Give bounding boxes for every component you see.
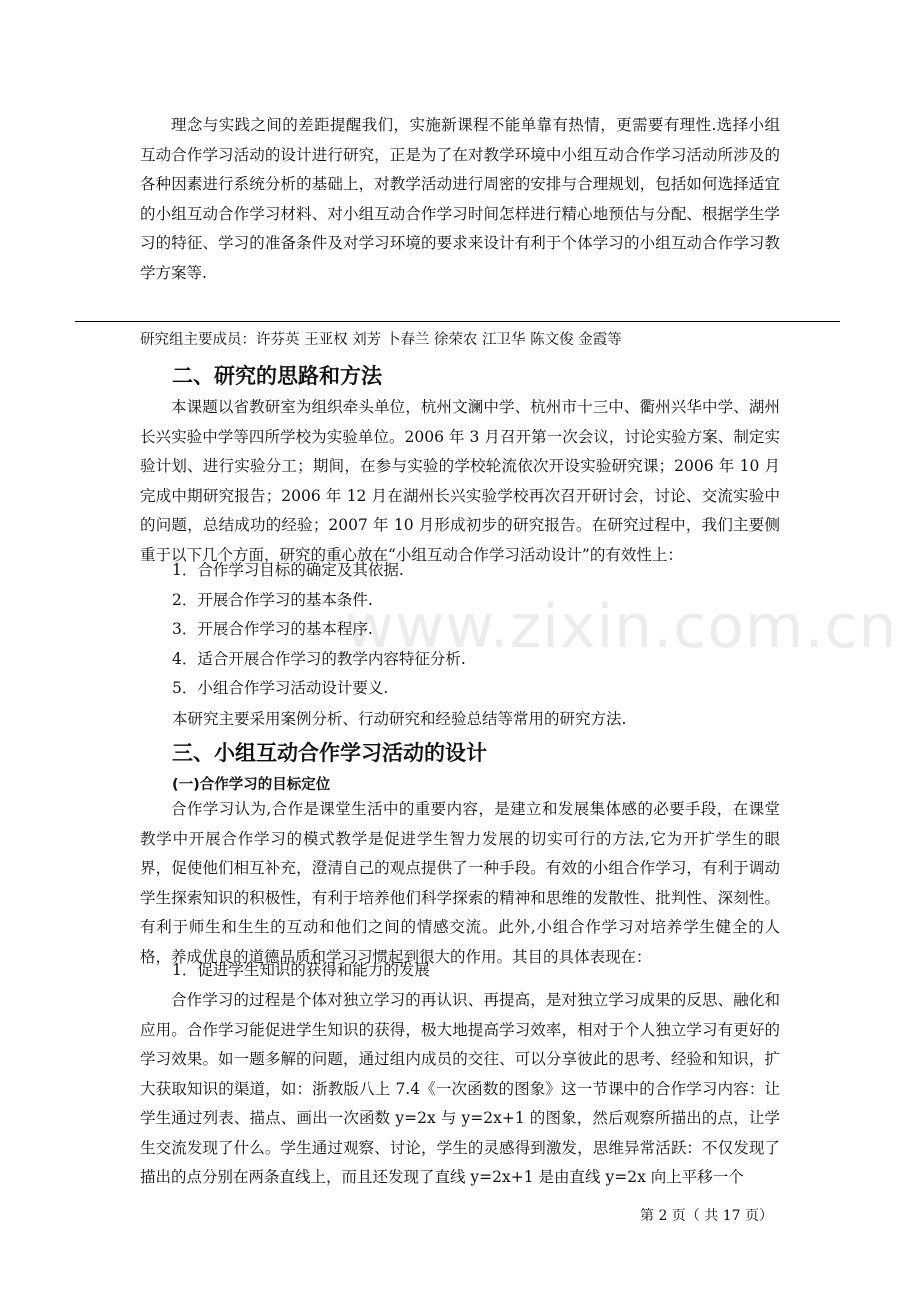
list-item: 1．合作学习目标的确定及其依据. (172, 561, 404, 579)
section-3-heading: 三、小组互动合作学习活动的设计 (172, 741, 487, 765)
section-3-paragraph-2: 合作学习的过程是个体对独立学习的再认识、再提高，是对独立学习成果的反思、融化和应用。合作学习能促进学生知识的获得，极大地提高学习效率，相对于个人独立学习有更好的学习效果。如一题多解的问题，通过组内成员的交往、可以分享彼此的思考、经验和知识，扩大获取知识的渠道，如：浙教版八上 7.4《一次函数的图象》这一节课中的合作学习内容：让学生通过列表、描点、画出一次函数 y=2x 与 y=2x+1 的图象，然后观察所描出的点，让学生交流发现了什么。学生通过观察、讨论，学生的灵感得到激发，思维异常活跃：不仅发现了描出的点分别在两条直线上，而且还发现了直线 y=2x+1 是由直线 y=2x 向上平移一个 (140, 991, 780, 1186)
list-item: 2．开展合作学习的基本条件. (172, 590, 373, 609)
list-item: 4．适合开展合作学习的教学内容特征分析. (172, 649, 466, 668)
intro-paragraph: 理念与实践之间的差距提醒我们，实施新课程不能单靠有热情，更需要有理性.选择小组互动合作学习活动的设计进行研究，正是为了在对教学环境中小组互动合作学习活动所涉及的各种因素进行系统分析的基础上，对教学活动进行周密的安排与合理规划，包括如何选择适宜的小组互动合作学习材料、对小组互动合作学习时间怎样进行精心地预估与分配、根据学生学习的特征、学习的准备条件及对学习环境的要求来设计有利于个体学习的小组互动合作学习教学方案等. (140, 116, 780, 282)
divider-line (75, 321, 840, 322)
section-3-paragraph-1: 合作学习认为,合作是课堂生活中的重要内容，是建立和发展集体感的必要手段，在课堂教学中开展合作学习的模式教学是促进学生智力发展的切实可行的方法,它为开扩学生的眼界，促使他们相互补充，澄清自己的观点提供了一种手段。有效的小组合作学习，有利于调动学生探索知识的积极性，有利于培养他们科学探索的精神和思维的发散性、批判性、深刻性。有利于师生和生生的互动和他们之间的情感交流。此外,小组合作学习对培养学生健全的人格，养成优良的道德品质和学习习惯起到很大的作用。其目的具体表现在： (140, 800, 780, 966)
methods-sentence: 本研究主要采用案例分析、行动研究和经验总结等常用的研究方法. (172, 710, 627, 728)
page-footer: 第 2 页（ 共 17 页） (640, 1208, 773, 1224)
watermark: www.zixin.com.cn (345, 592, 898, 662)
section-2-heading: 二、研究的思路和方法 (172, 364, 382, 388)
research-members: 研究组主要成员：许芬英 王亚权 刘芳 卜春兰 徐荣农 江卫华 陈文俊 金霞等 (140, 332, 622, 348)
section-2-paragraph: 本课题以省教研室为组织牵头单位，杭州文澜中学、杭州市十三中、衢州兴华中学、湖州长兴实验中学等四所学校为实验单位。2006 年 3 月召开第一次会议，讨论实验方案、制定实验计划、进行实验分工；期间，在参与实验的学校轮流依次开设实验研究课；2006 年 10 月完成中期研究报告；2006 年 12 月在湖州长兴实验学校再次召开研讨会，讨论、交流实验中的问题，总结成功的经验；2007 年 10 月形成初步的研究报告。在研究过程中，我们主要侧重于以下几个方面，研究的重心放在“小组互动合作学习活动设计”的有效性上： (140, 398, 781, 564)
list-item: 3．开展合作学习的基本程序. (172, 620, 373, 638)
list-item: 5．小组合作学习活动设计要义. (172, 679, 389, 697)
subsection-heading: (一)合作学习的目标定位 (172, 777, 331, 793)
point-1-heading: 1．促进学生知识的获得和能力的发展 (172, 961, 430, 979)
